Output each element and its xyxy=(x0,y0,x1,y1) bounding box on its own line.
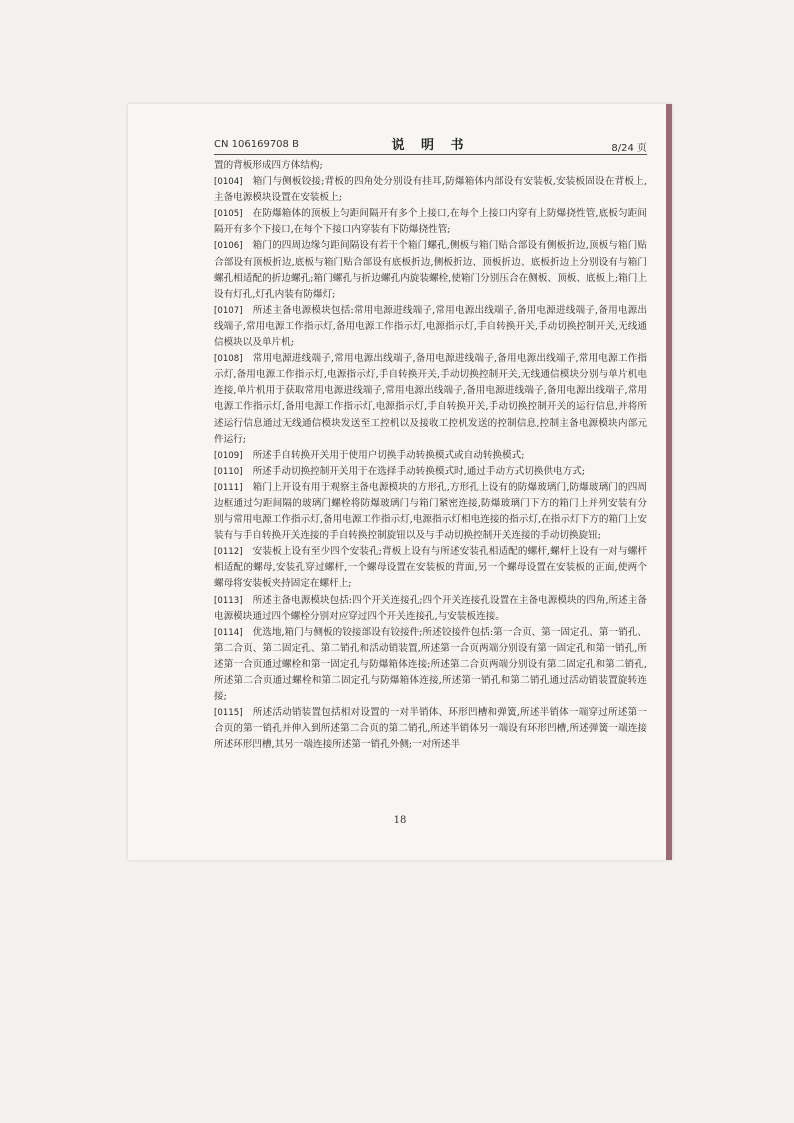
paragraph: [0113] 所述主备电源模块包括:四个开关连接孔;四个开关连接孔设置在主备电源模块的四角,所述主备电源模块通过四个螺栓分别对应穿过四个开关连接孔,与安装板连接。 xyxy=(214,594,647,622)
paragraph: [0105] 在防爆箱体的顶板上匀距间隔开有多个上接口,在每个上接口内穿有上防爆挠性管,底板匀距间隔开有多个下接口,在每个下接口内穿装有下防爆挠性管; xyxy=(214,208,647,236)
paragraph-number: [0107] xyxy=(214,305,243,316)
paragraph: [0112] 安装板上设有至少四个安装孔;背板上设有与所述安装孔相适配的螺杆,螺杆上设有一对与螺杆相适配的螺母,安装孔穿过螺杆,一个螺母设置在安装板的背面,另一个螺母设置在安装板的正面,使两个螺母将安装板夹持固定在螺杆上; xyxy=(214,546,647,590)
paragraph-number: [0115] xyxy=(214,708,243,719)
paragraph: [0109] 所述手自转换开关用于使用户切换手动转换模式或自动转换模式; xyxy=(214,449,525,461)
document-body xyxy=(214,158,647,753)
paragraph: [0108] 常用电源进线端子,常用电源出线端子,备用电源进线端子,备用电源出线端子,常用电源工作指示灯,备用电源工作指示灯,电源指示灯,手自转换开关,手动切换控制开关,无线通信模块分别与单片机电连接,单片机用于获取常用电源进线端子,常用电源出线端子,备用电源进线端子,备用电源出线端子,常用电源工作指示灯,备用电源工作指示灯,电源指示灯,手自转换开关,手动切换控制开关的运行信息,并将所述运行信息通过无线通信模块发送至工控机以及接收工控机发送的控制信息,控制主备电源模块内部元件运行; xyxy=(214,353,647,445)
paragraph: [0114] 优选地,箱门与侧板的铰接部设有铰接件;所述铰接件包括:第一合页、第一固定孔、第一销孔、第二合页、第二固定孔、第二销孔和活动销装置,所述第一合页两端分别设有第一固定孔和第一销孔,所述第一合页通过螺栓和第一固定孔与防爆箱体连接;所述第二合页两端分别设有第二固定孔和第二销孔,所述第二合页通过螺栓和第二固定孔与防爆箱体连接,所述第一销孔和第二销孔通过活动销装置旋转连接; xyxy=(214,626,647,703)
patent-number: CN 106169708 B xyxy=(214,139,299,150)
paragraph: [0107] 所述主备电源模块包括:常用电源进线端子,常用电源出线端子,备用电源进线端子,备用电源出线端子,常用电源工作指示灯,备用电源工作指示灯,电源指示灯,手自转换开关,手动切换控制开关,无线通信模块以及单片机; xyxy=(214,304,647,349)
paragraph-number: [0110] xyxy=(214,466,243,477)
paragraph: [0104] 箱门与侧板铰接;背板的四角处分别设有挂耳,防爆箱体内部设有安装板,安装板固设在背板上,主备电源模块设置在安装板上; xyxy=(214,176,647,204)
page-number: 18 xyxy=(393,815,407,826)
paragraph: [0111] 箱门上开设有用于观察主备电源模块的方形孔,方形孔上设有的防爆玻璃门,防爆玻璃门的四周边框通过匀距间隔的玻璃门螺栓将防爆玻璃门与箱门紧密连接,防爆玻璃门下方的箱门上并列安装有分别与常用电源工作指示灯,备用电源工作指示灯,电源指示灯相电连接的指示灯,在指示灯下方的箱门上安装有与手自转换开关连接的手自转换控制旋钮以及与手动切换控制开关连接的手动切换旋钮; xyxy=(214,481,647,542)
paragraph-number: [0108] xyxy=(214,354,243,365)
page-header xyxy=(214,134,647,152)
paragraph: 置的背板形成四方体结构; xyxy=(214,160,323,171)
paragraph: [0106] 箱门的四周边缘匀距间隔设有若干个箱门螺孔,侧板与箱门贴合部设有侧板折边,顶板与箱门贴合部设有顶板折边,底板与箱门贴合部设有底板折边,侧板折边、顶板折边、底板折边上分别设有与箱门螺孔相适配的折边螺孔;箱门螺孔与折边螺孔内旋装螺栓,使箱门分别压合在侧板、顶板、底板上;箱门上设有灯孔,灯孔内装有防爆灯; xyxy=(214,240,647,300)
paragraph: [0115] 所述活动销装置包括相对设置的一对半销体、环形凹槽和弹簧,所述半销体一端穿过所述第一合页的第一销孔并伸入到所述第二合页的第二销孔,所述半销体另一端设有环形凹槽,所述弹簧一端连接所述环形凹槽,其另一端连接所述第一销孔外侧;一对所述半 xyxy=(214,707,647,751)
page-edge xyxy=(666,104,672,860)
paragraph-number: [0114] xyxy=(214,627,243,638)
scanned-page xyxy=(128,104,672,860)
header-rule xyxy=(214,154,647,155)
paragraph-number: [0113] xyxy=(214,595,243,606)
paragraph-number: [0106] xyxy=(214,241,243,252)
paragraph-number: [0112] xyxy=(214,547,243,558)
paragraph-number: [0104] xyxy=(214,177,243,188)
paragraph-number: [0105] xyxy=(214,209,243,220)
page-title: 说 明 书 xyxy=(391,138,470,153)
page-counter: 8/24 页 xyxy=(611,143,647,154)
paragraph: [0110] 所述手动切换控制开关用于在选择手动转换模式时,通过手动方式切换供电方式; xyxy=(214,465,586,477)
paragraph-number: [0111] xyxy=(214,482,243,493)
paragraph-number: [0109] xyxy=(214,450,243,461)
